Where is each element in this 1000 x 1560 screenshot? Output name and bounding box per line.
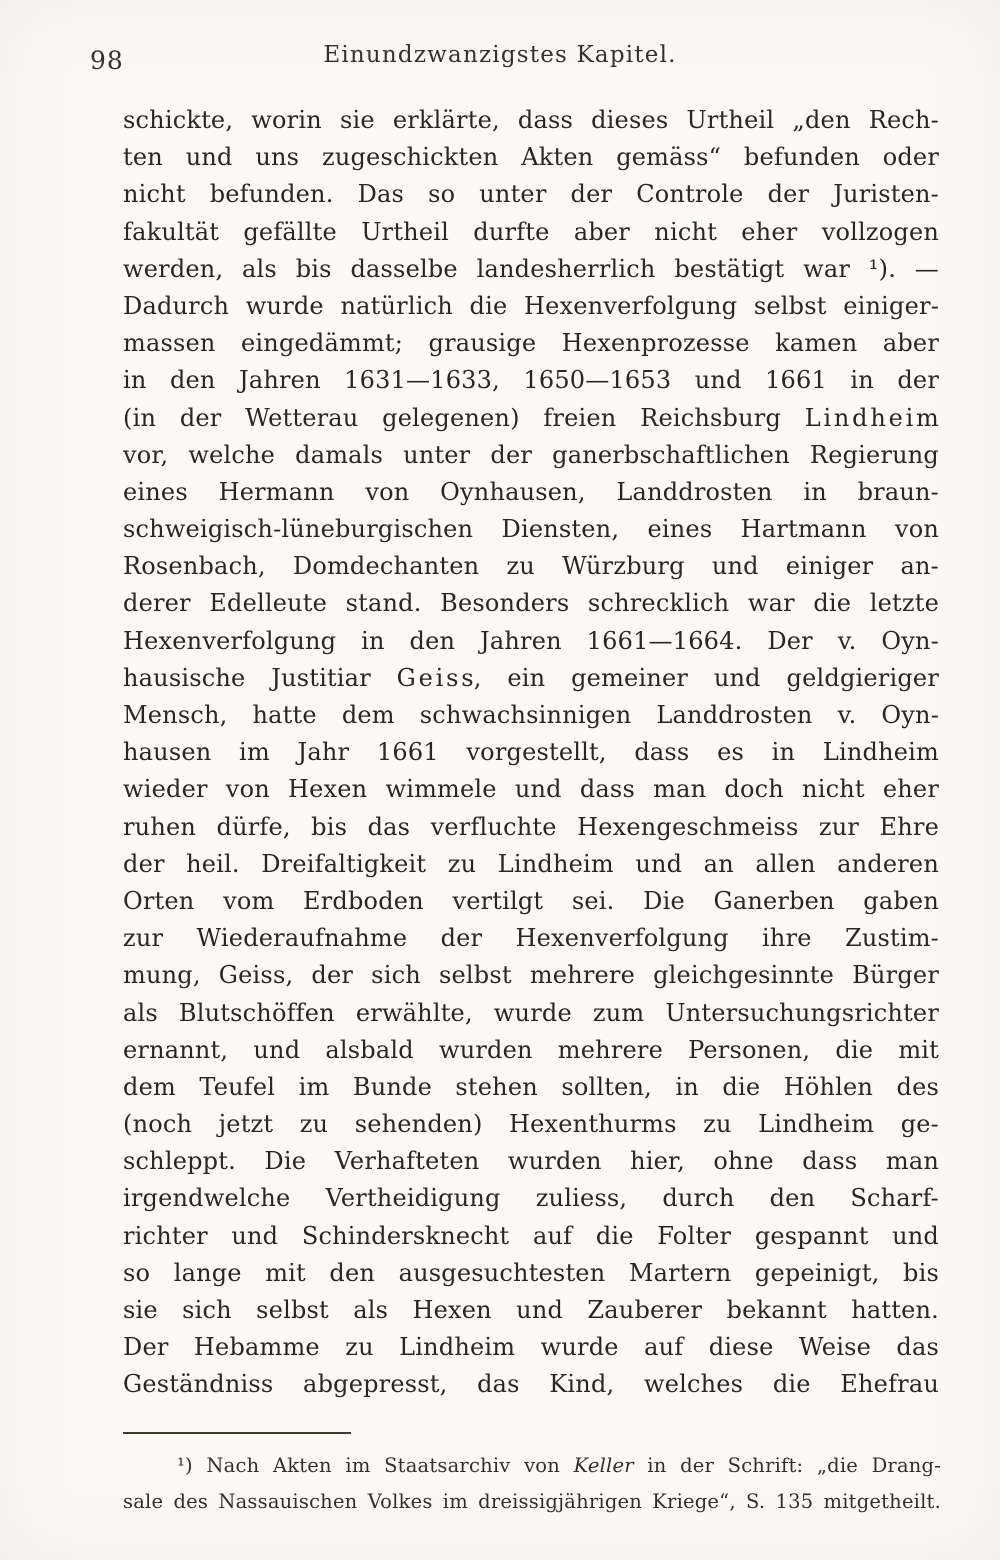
text-line: schleppt. Die Verhafteten wurden hier, ohne dass man [123,1147,939,1176]
footnote-text-pre: ¹) Nach Akten im Staatsarchiv von [177,1454,574,1477]
text-line: (in der Wetterau gelegenen) freien Reichsburg L i n d h e i m [123,403,939,432]
text-line: Rosenbach, Domdechanten zu Würzburg und einiger an- [123,552,939,581]
chapter-heading: Einundzwanzigstes Kapitel. [323,42,677,68]
text-line: (noch jetzt zu sehenden) Hexenthurms zu Lindheim ge- [123,1110,939,1139]
footnote-text-post: in der Schrift: „die Drang- [633,1454,942,1477]
text-line: massen eingedämmt; grausige Hexenprozesse kamen aber [123,329,939,358]
text-line: Hexenverfolgung in den Jahren 1661—1664. Der v. Oyn- [123,626,939,655]
text-line: Der Hebamme zu Lindheim wurde auf diese Weise das [123,1333,939,1362]
footnote-source-name: Keller [573,1454,634,1477]
text-line: hausische Justitiar G e i s s, ein gemeiner und geldgieriger [123,663,939,692]
text-line: ten und uns zugeschickten Akten gemäss“ befunden oder [123,143,939,172]
text-line: werden, als bis dasselbe landesherrlich bestätigt war ¹). — [123,254,939,283]
text-line: Dadurch wurde natürlich die Hexenverfolgung selbst einiger- [123,291,939,320]
text-line: Geständniss abgepresst, das Kind, welches die Ehefrau [123,1370,939,1399]
text-line: sie sich selbst als Hexen und Zauberer bekannt hatten. [123,1296,939,1324]
footnote-rule [123,1432,351,1434]
text-line: irgendwelche Vertheidigung zuliess, durch den Scharf- [123,1184,939,1213]
text-line: vor, welche damals unter der ganerbschaftlichen Regierung [123,440,939,469]
text-line: richter und Schindersknecht auf die Folter gespannt und [123,1221,939,1250]
footnote [123,1420,941,1519]
text-line: nicht befunden. Das so unter der Controle der Juristen- [123,180,939,209]
text-line: fakultät gefällte Urtheil durfte aber nicht eher vollzogen [123,217,939,246]
text-line: schickte, worin sie erklärte, dass dieses Urtheil „den Rech- [123,106,939,134]
text-line: eines Hermann von Oynhausen, Landdrosten in braun- [123,477,939,506]
text-line: als Blutschöffen erwählte, wurde zum Untersuchungsrichter [123,998,939,1027]
text-line: hausen im Jahr 1661 vorgestellt, dass es in Lindheim [123,738,939,767]
body-text [123,102,939,1404]
text-line: derer Edelleute stand. Besonders schrecklich war die letzte [123,589,939,618]
text-line: dem Teufel im Bunde stehen sollten, in die Höhlen des [123,1072,939,1101]
text-line: zur Wiederaufnahme der Hexenverfolgung ihre Zustim- [123,924,939,953]
footnote-line-2: sale des Nassauischen Volkes im dreissigjährigen Kriege“, S. 135 mitgetheilt. [123,1489,941,1513]
text-line: Orten vom Erdboden vertilgt sei. Die Ganerben gaben [123,886,939,915]
text-line: so lange mit den ausgesuchtesten Martern gepeinigt, bis [123,1258,939,1287]
page-number: 98 [90,46,124,75]
text-line: der heil. Dreifaltigkeit zu Lindheim und an allen anderen [123,849,939,878]
text-line: Mensch, hatte dem schwachsinnigen Landdrosten v. Oyn- [123,701,939,729]
text-line: mung, Geiss, der sich selbst mehrere gleichgesinnte Bürger [123,961,939,990]
text-line: ruhen dürfe, bis das verfluchte Hexengeschmeiss zur Ehre [123,812,939,841]
text-line: in den Jahren 1631—1633, 1650—1653 und 1661 in der [123,366,939,395]
text-line: wieder von Hexen wimmele und dass man doch nicht eher [123,775,939,804]
text-line: schweigisch-lüneburgischen Diensten, eines Hartmann von [123,515,939,544]
running-head [0,42,1000,76]
footnote-line-1 [123,1448,941,1484]
text-line: ernannt, und alsbald wurden mehrere Personen, die mit [123,1035,939,1064]
